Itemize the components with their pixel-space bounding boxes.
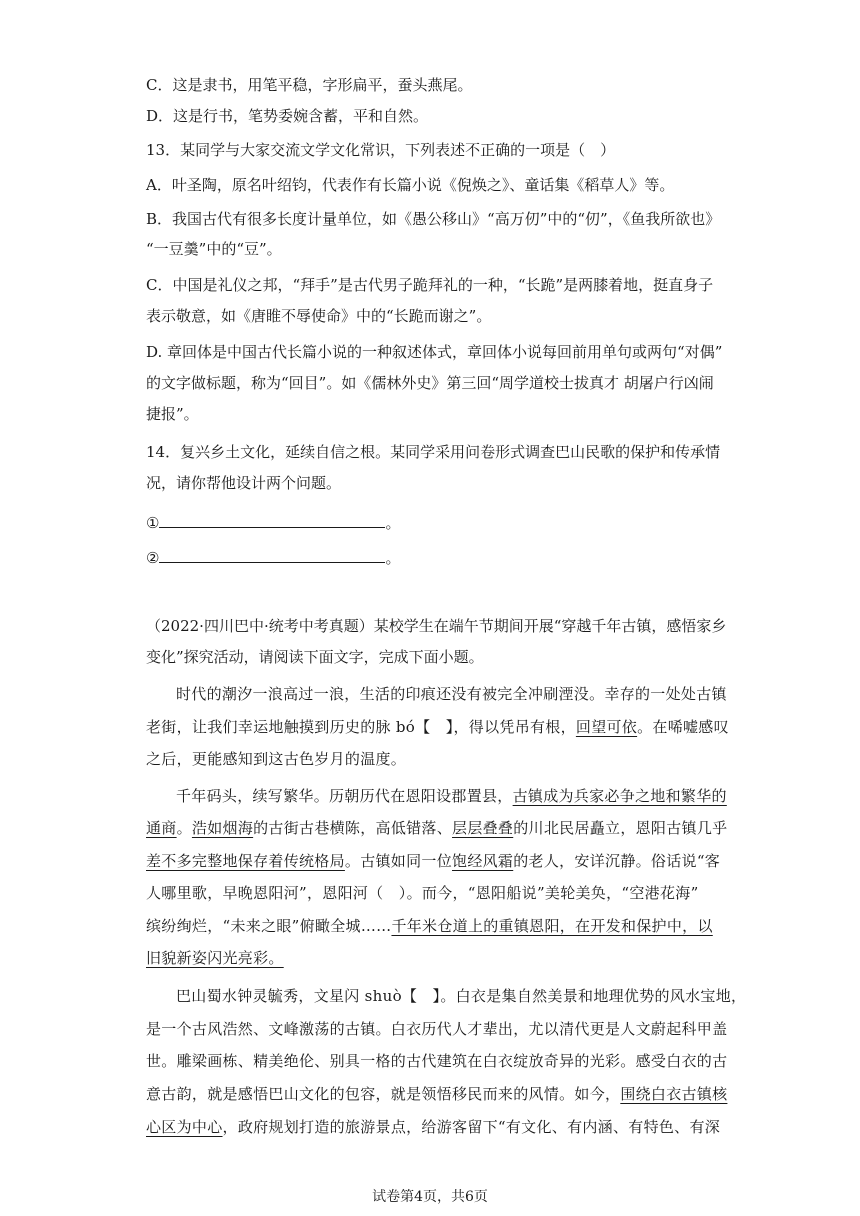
p1-line2-tail: 。在唏嘘感叹	[637, 718, 729, 736]
answer-2-end: 。	[385, 549, 401, 567]
q12-option-c: C．这是隶书，用笔平稳，字形扁平，蚕头燕尾。	[146, 76, 473, 94]
q13-option-b-line1: B．我国古代有很多长度计量单位，如《愚公移山》“高万仞”中的“仞”，《鱼我所欲也》	[146, 210, 721, 228]
q13-option-d-line2: 的文字做标题，称为“回目”。如《儒林外史》第三回“周学道校士拔真才 胡屠户行凶闹	[146, 374, 714, 392]
p3-line1: 巴山蜀水钟灵毓秀，文星闪 shuò【 】。白衣是集自然美景和地理优势的风水宝地，	[176, 987, 747, 1005]
p2-underlined-4: 层层叠叠	[452, 819, 514, 837]
q13-option-b-line2: “一豆羹”中的“豆”。	[146, 240, 282, 258]
p1-line3: 之后，更能感知到这古色岁月的温度。	[146, 750, 407, 768]
p3-line4-text: 意古韵，就是感悟巴山文化的包容，就是领悟移民而来的风情。如今，	[146, 1085, 621, 1103]
p3-line5-text: ，政府规划打造的旅游景点，给游客留下“有文化、有内涵、有特色、有深	[222, 1118, 721, 1136]
q13-option-c-line1: C．中国是礼仪之邦，“拜手”是古代男子跪拜礼的一种，“长跪”是两膝着地，挺直身子	[146, 276, 714, 294]
q13-option-d-line1: D. 章回体是中国古代长篇小说的一种叙述体式，章回体小说每回前用单句或两句“对偶”	[146, 343, 723, 361]
p2-line3-a: 。古镇如同一位	[344, 852, 453, 870]
p1-line2-text: 老街，让我们幸运地触摸到历史的脉 bó【 】，得以凭吊有根，	[146, 718, 576, 736]
p2-line3-b: 的老人，安详沉静。俗话说“客	[513, 852, 721, 870]
q13-stem: 13．某同学与大家交流文学文化常识，下列表述不正确的一项是（ ）	[146, 141, 616, 159]
p2-line3	[146, 851, 720, 871]
p1-line1: 时代的潮汐一浪高过一浪，生活的印痕还没有被完全冲刷湮没。幸存的一处处古镇	[176, 685, 727, 703]
p2-line5-text: 缤纷绚烂，“未来之眼”俯瞰全城……	[146, 917, 392, 935]
passage-intro-line2: 变化”探究活动，请阅读下面文字，完成下面小题。	[146, 648, 484, 666]
p2-underlined-5: 差不多完整地保存着传统格局	[146, 852, 345, 870]
p2-line6	[146, 948, 284, 968]
p3-line3: 世。雕梁画栋、精美绝伦、别具一格的古代建筑在白衣绽放奇异的光彩。感受白衣的古	[146, 1052, 728, 1070]
p2-line2-b: 的古街古巷横陈，高低错落、	[253, 819, 453, 837]
p2-line2	[146, 818, 727, 838]
p2-underlined-8: 旧貌新姿闪光亮彩。	[146, 949, 284, 967]
answer-2-blank[interactable]	[159, 546, 385, 563]
answer-1-blank[interactable]	[159, 511, 385, 528]
p3-line4	[146, 1084, 727, 1104]
q12-option-d: D．这是行书，笔势委婉含蓄，平和自然。	[146, 107, 429, 125]
q14-answer-2	[146, 546, 400, 568]
q13-option-c-line2: 表示敬意，如《唐睢不辱使命》中的“长跪而谢之”。	[146, 307, 492, 325]
p2-underlined-2: 通商	[146, 819, 177, 837]
p2-line1	[176, 786, 727, 806]
answer-2-marker: ②	[146, 549, 160, 567]
p2-underlined-6: 饱经风霜	[452, 852, 514, 870]
p2-line5	[146, 916, 713, 936]
answer-1-marker: ①	[146, 514, 160, 532]
p3-underlined-1: 围绕白衣古镇核	[620, 1085, 728, 1103]
p3-line5	[146, 1117, 720, 1137]
p2-underlined-1: 古镇成为兵家必争之地和繁华的	[512, 787, 727, 805]
p1-underlined-phrase: 回望可依	[575, 718, 638, 736]
p2-line2-c: 的川北民居矗立，恩阳古镇几乎	[513, 819, 728, 837]
p2-underlined-3: 浩如烟海	[191, 819, 254, 837]
q14-stem-line1: 14．复兴乡土文化，延续自信之根。某同学采用问卷形式调查巴山民歌的保护和传承情	[146, 443, 721, 461]
p3-underlined-2: 心区为中心	[146, 1118, 223, 1136]
p1-line2	[146, 717, 729, 737]
passage-intro-line1: （2022·四川巴中·统考中考真题）某校学生在端午节期间开展“穿越千年古镇，感悟家乡	[146, 617, 727, 635]
page-footer: 试卷第4页，共6页	[372, 1189, 488, 1205]
p2-line1-text: 千年码头，续写繁华。历朝历代在恩阳设郡置县，	[176, 787, 513, 805]
p2-line4: 人哪里歌，早晚恩阳河”，恩阳河（ ）。而今，“恩阳船说”美轮美奂，“空港花海”	[146, 884, 699, 902]
q13-option-d-line3: 捷报”。	[146, 405, 199, 423]
p2-underlined-7: 千年米仓道上的重镇恩阳，在开发和保护中，以	[391, 917, 713, 935]
answer-1-end: 。	[385, 514, 401, 532]
q13-option-a: A．叶圣陶，原名叶绍钧，代表作有长篇小说《倪焕之》、童话集《稻草人》等。	[146, 176, 675, 194]
p3-line2: 是一个古风浩然、文峰激荡的古镇。白衣历代人才辈出，尤以清代更是人文蔚起科甲盖	[146, 1020, 728, 1038]
p2-line2-a: 。	[176, 819, 192, 837]
q14-answer-1	[146, 511, 400, 533]
q14-stem-line2: 况，请你帮他设计两个问题。	[146, 474, 342, 492]
